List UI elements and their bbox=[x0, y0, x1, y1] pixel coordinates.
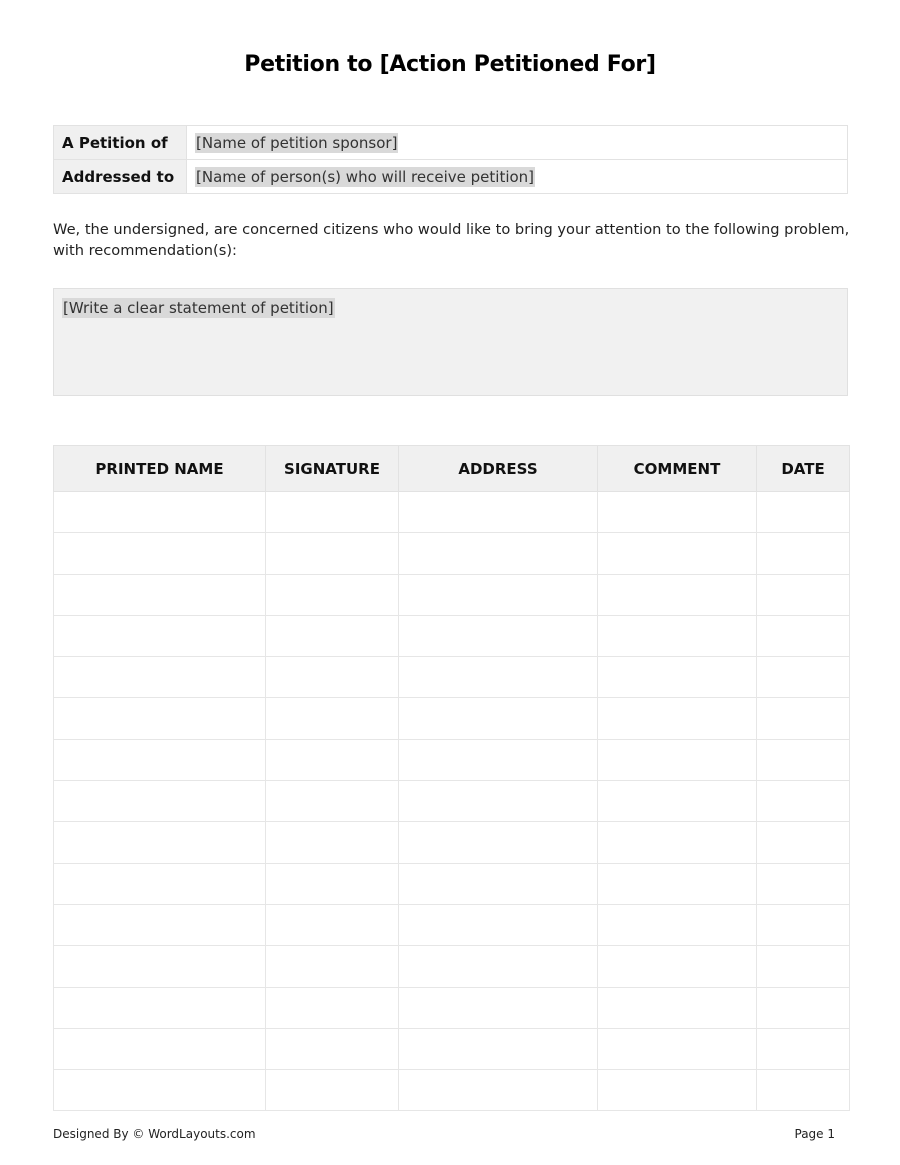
address-cell[interactable] bbox=[399, 946, 598, 987]
signature-table-header bbox=[54, 446, 850, 492]
table-row bbox=[54, 698, 850, 739]
info-row-sponsor bbox=[54, 126, 848, 160]
printed-name-cell[interactable] bbox=[54, 657, 266, 698]
address-cell[interactable] bbox=[399, 574, 598, 615]
printed-name-cell[interactable] bbox=[54, 739, 266, 780]
signature-cell[interactable] bbox=[266, 739, 399, 780]
table-row bbox=[54, 781, 850, 822]
address-cell[interactable] bbox=[399, 615, 598, 656]
date-cell[interactable] bbox=[757, 657, 850, 698]
table-row bbox=[54, 863, 850, 904]
date-cell[interactable] bbox=[757, 987, 850, 1028]
printed-name-cell[interactable] bbox=[54, 946, 266, 987]
comment-cell[interactable] bbox=[598, 822, 757, 863]
signature-cell[interactable] bbox=[266, 1028, 399, 1069]
comment-cell[interactable] bbox=[598, 987, 757, 1028]
comment-cell[interactable] bbox=[598, 781, 757, 822]
statement-placeholder[interactable]: [Write a clear statement of petition] bbox=[63, 299, 334, 317]
date-cell[interactable] bbox=[757, 739, 850, 780]
date-cell[interactable] bbox=[757, 698, 850, 739]
column-header-comment: COMMENT bbox=[598, 446, 757, 492]
date-cell[interactable] bbox=[757, 615, 850, 656]
comment-cell[interactable] bbox=[598, 698, 757, 739]
printed-name-cell[interactable] bbox=[54, 574, 266, 615]
address-cell[interactable] bbox=[399, 698, 598, 739]
signature-cell[interactable] bbox=[266, 822, 399, 863]
comment-cell[interactable] bbox=[598, 615, 757, 656]
printed-name-cell[interactable] bbox=[54, 492, 266, 533]
sponsor-placeholder[interactable]: [Name of petition sponsor] bbox=[196, 133, 398, 152]
address-cell[interactable] bbox=[399, 822, 598, 863]
comment-cell[interactable] bbox=[598, 739, 757, 780]
table-row bbox=[54, 657, 850, 698]
table-row bbox=[54, 533, 850, 574]
address-cell[interactable] bbox=[399, 492, 598, 533]
table-row bbox=[54, 946, 850, 987]
printed-name-cell[interactable] bbox=[54, 822, 266, 863]
signature-cell[interactable] bbox=[266, 904, 399, 945]
comment-cell[interactable] bbox=[598, 904, 757, 945]
signature-cell[interactable] bbox=[266, 781, 399, 822]
column-header-signature: SIGNATURE bbox=[266, 446, 399, 492]
sponsor-field[interactable] bbox=[187, 126, 848, 160]
date-cell[interactable] bbox=[757, 946, 850, 987]
signature-cell[interactable] bbox=[266, 574, 399, 615]
address-cell[interactable] bbox=[399, 1070, 598, 1111]
column-header-address: ADDRESS bbox=[399, 446, 598, 492]
address-cell[interactable] bbox=[399, 1028, 598, 1069]
table-row bbox=[54, 615, 850, 656]
signature-table bbox=[53, 445, 850, 1111]
signature-cell[interactable] bbox=[266, 1070, 399, 1111]
signature-cell[interactable] bbox=[266, 492, 399, 533]
printed-name-cell[interactable] bbox=[54, 1028, 266, 1069]
page-title: Petition to [Action Petitioned For] bbox=[244, 52, 656, 77]
date-cell[interactable] bbox=[757, 781, 850, 822]
comment-cell[interactable] bbox=[598, 574, 757, 615]
date-cell[interactable] bbox=[757, 1070, 850, 1111]
petition-info-table bbox=[53, 125, 848, 194]
addressee-label: Addressed to bbox=[54, 160, 187, 194]
date-cell[interactable] bbox=[757, 822, 850, 863]
comment-cell[interactable] bbox=[598, 946, 757, 987]
date-cell[interactable] bbox=[757, 1028, 850, 1069]
signature-cell[interactable] bbox=[266, 863, 399, 904]
address-cell[interactable] bbox=[399, 863, 598, 904]
signature-cell[interactable] bbox=[266, 698, 399, 739]
date-cell[interactable] bbox=[757, 863, 850, 904]
comment-cell[interactable] bbox=[598, 1070, 757, 1111]
addressee-field[interactable] bbox=[187, 160, 848, 194]
address-cell[interactable] bbox=[399, 781, 598, 822]
address-cell[interactable] bbox=[399, 987, 598, 1028]
date-cell[interactable] bbox=[757, 492, 850, 533]
date-cell[interactable] bbox=[757, 533, 850, 574]
table-row bbox=[54, 987, 850, 1028]
addressee-placeholder[interactable]: [Name of person(s) who will receive petition] bbox=[196, 167, 535, 186]
comment-cell[interactable] bbox=[598, 863, 757, 904]
column-header-printed-name: PRINTED NAME bbox=[54, 446, 266, 492]
table-row bbox=[54, 574, 850, 615]
table-row bbox=[54, 822, 850, 863]
intro-paragraph: We, the undersigned, are concerned citizens who would like to bring your attention to the following problem, with recommendation(s): bbox=[53, 221, 850, 259]
comment-cell[interactable] bbox=[598, 492, 757, 533]
table-row bbox=[54, 492, 850, 533]
table-row bbox=[54, 739, 850, 780]
signature-cell[interactable] bbox=[266, 987, 399, 1028]
printed-name-cell[interactable] bbox=[54, 1070, 266, 1111]
address-cell[interactable] bbox=[399, 657, 598, 698]
column-header-date: DATE bbox=[757, 446, 850, 492]
printed-name-cell[interactable] bbox=[54, 863, 266, 904]
page-number: Page 1 bbox=[794, 1127, 835, 1141]
comment-cell[interactable] bbox=[598, 1028, 757, 1069]
address-cell[interactable] bbox=[399, 739, 598, 780]
signature-cell[interactable] bbox=[266, 657, 399, 698]
printed-name-cell[interactable] bbox=[54, 781, 266, 822]
printed-name-cell[interactable] bbox=[54, 904, 266, 945]
printed-name-cell[interactable] bbox=[54, 615, 266, 656]
signature-cell[interactable] bbox=[266, 533, 399, 574]
comment-cell[interactable] bbox=[598, 657, 757, 698]
address-cell[interactable] bbox=[399, 533, 598, 574]
comment-cell[interactable] bbox=[598, 533, 757, 574]
info-row-addressee bbox=[54, 160, 848, 194]
date-cell[interactable] bbox=[757, 574, 850, 615]
signature-cell[interactable] bbox=[266, 946, 399, 987]
sponsor-label: A Petition of bbox=[54, 126, 187, 160]
signature-table-body bbox=[54, 492, 850, 1111]
table-row bbox=[54, 904, 850, 945]
table-row bbox=[54, 1028, 850, 1069]
signature-cell[interactable] bbox=[266, 615, 399, 656]
footer-credit: Designed By © WordLayouts.com bbox=[53, 1127, 256, 1141]
date-cell[interactable] bbox=[757, 904, 850, 945]
printed-name-cell[interactable] bbox=[54, 533, 266, 574]
printed-name-cell[interactable] bbox=[54, 987, 266, 1028]
table-row bbox=[54, 1070, 850, 1111]
printed-name-cell[interactable] bbox=[54, 698, 266, 739]
address-cell[interactable] bbox=[399, 904, 598, 945]
petition-statement-box[interactable] bbox=[53, 288, 848, 396]
